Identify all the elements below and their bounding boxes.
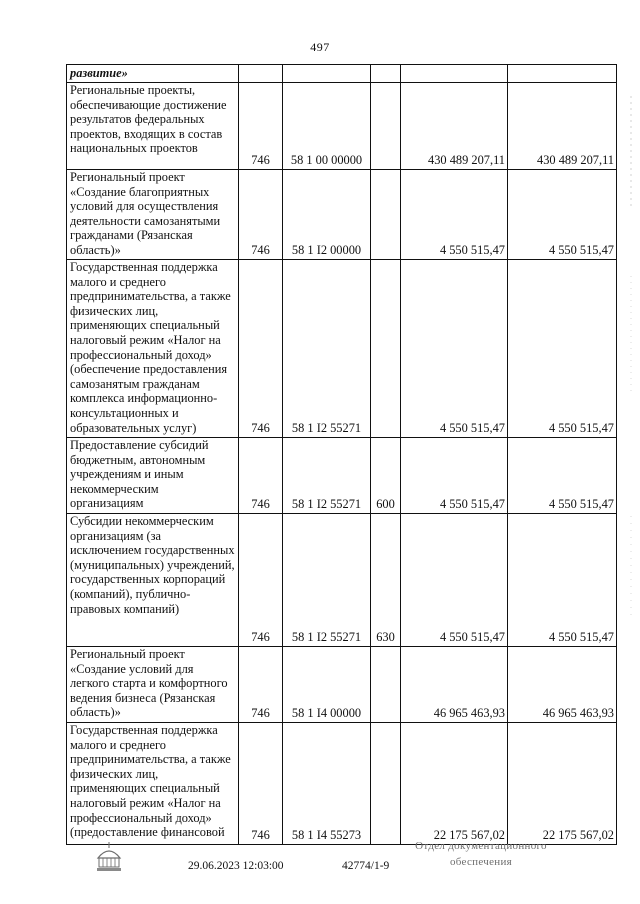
table-row — [67, 514, 617, 647]
row-target-code: 58 1 I4 00000 — [283, 647, 371, 723]
row-amount-1: 4 550 515,47 — [401, 438, 508, 514]
row-expense-type — [371, 723, 401, 845]
row-expense-type — [371, 83, 401, 170]
row-amount-1: 22 175 567,02 — [401, 723, 508, 845]
row-expense-type — [371, 170, 401, 260]
row-target-code: 58 1 I2 00000 — [283, 170, 371, 260]
row-description: Государственная поддержка малого и среднего предпринимательства, а также физических лиц, применяющих специальный налоговый режим «Налог на профессиональный доход» (предоставление финансовой — [67, 723, 239, 845]
row-amount-2: 4 550 515,47 — [508, 260, 617, 438]
row-target-code: 58 1 I2 55271 — [283, 438, 371, 514]
row-amount-2: 4 550 515,47 — [508, 514, 617, 647]
footer-doc-number: 42774/1-9 — [342, 860, 390, 872]
row-description: Предоставление субсидий бюджетным, автономным учреждениям и иным некоммерческим организациям — [67, 438, 239, 514]
row-amount-2: 4 550 515,47 — [508, 170, 617, 260]
table-row — [67, 438, 617, 514]
footer-stamp-line2: обеспечения — [449, 856, 513, 868]
row-ministry-code: 746 — [239, 647, 283, 723]
page-number: 497 — [310, 40, 330, 54]
row-target-code: 58 1 I4 55273 — [283, 723, 371, 845]
empty-cell — [239, 65, 283, 83]
footer-stamp-line1: Отдел документационного — [415, 840, 547, 852]
row-amount-2: 4 550 515,47 — [508, 438, 617, 514]
row-target-code: 58 1 I2 55271 — [283, 514, 371, 647]
row-amount-1: 430 489 207,11 — [401, 83, 508, 170]
row-amount-1: 4 550 515,47 — [401, 514, 508, 647]
row-ministry-code: 746 — [239, 260, 283, 438]
empty-cell — [508, 65, 617, 83]
header-fragment-text: развитие» — [70, 66, 128, 81]
table-row — [67, 647, 617, 723]
row-description: Региональный проект «Создание условий для легкого старта и комфортного ведения бизнеса (Рязанская область)» — [67, 647, 239, 723]
row-amount-1: 4 550 515,47 — [401, 170, 508, 260]
row-amount-2: 22 175 567,02 — [508, 723, 617, 845]
scan-margin-marks-icon — [628, 96, 634, 796]
budget-table — [66, 64, 617, 845]
row-ministry-code: 746 — [239, 723, 283, 845]
row-expense-type — [371, 260, 401, 438]
row-description: Государственная поддержка малого и среднего предпринимательства, а также физических лиц, применяющих специальный налоговый режим «Налог на профессиональный доход» (обеспечение предоставления самозанятым гражданам комплекса информационно-консультационных и образовательных услуг) — [67, 260, 239, 438]
row-ministry-code: 746 — [239, 83, 283, 170]
table-row — [67, 723, 617, 845]
table-row — [67, 83, 617, 170]
footer-stamp — [396, 838, 566, 870]
row-target-code: 58 1 00 00000 — [283, 83, 371, 170]
row-description: Региональный проект «Создание благоприятных условий для осуществления деятельности самозанятыми гражданами (Рязанская область)» — [67, 170, 239, 260]
row-expense-type: 600 — [371, 438, 401, 514]
row-description: Региональные проекты, обеспечивающие достижение результатов федеральных проектов, входящих в состав национальных проектов — [67, 83, 239, 170]
row-amount-2: 46 965 463,93 — [508, 647, 617, 723]
empty-cell — [283, 65, 371, 83]
empty-cell — [371, 65, 401, 83]
empty-cell — [401, 65, 508, 83]
footer-date: 29.06.2023 12:03:00 — [188, 860, 284, 872]
row-expense-type — [371, 647, 401, 723]
header-fragment-cell — [67, 65, 239, 83]
row-ministry-code: 746 — [239, 170, 283, 260]
duma-logo-icon — [94, 840, 124, 876]
row-description: Субсидии некоммерческим организациям (за исключением государственных (муниципальных) учреждений, государственных корпораций (компаний), публично-правовых компаний) — [67, 514, 239, 647]
row-amount-1: 46 965 463,93 — [401, 647, 508, 723]
row-ministry-code: 746 — [239, 438, 283, 514]
table-row — [67, 260, 617, 438]
row-expense-type: 630 — [371, 514, 401, 647]
table-row — [67, 170, 617, 260]
row-ministry-code: 746 — [239, 514, 283, 647]
row-target-code: 58 1 I2 55271 — [283, 260, 371, 438]
row-amount-2: 430 489 207,11 — [508, 83, 617, 170]
row-amount-1: 4 550 515,47 — [401, 260, 508, 438]
table-header-fragment-row — [67, 65, 617, 83]
